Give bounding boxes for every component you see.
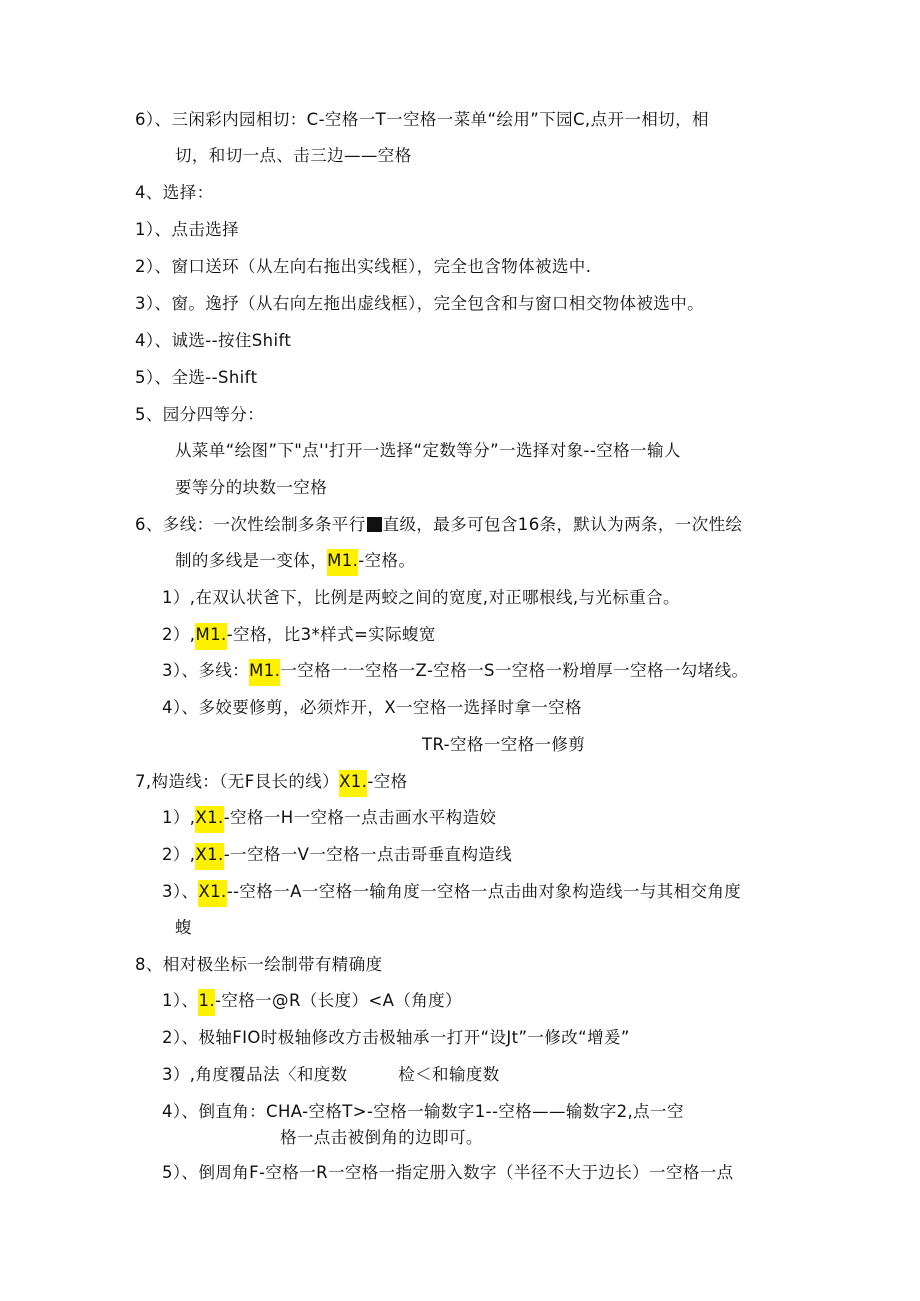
text-segment: 2）, [162, 625, 196, 644]
text-line: 3）、窗。逸抒（从右向左拖出虚线框），完全包含和与窗口相交物体被选中。 [135, 294, 704, 313]
section-heading [135, 514, 742, 536]
text-line: 切，和切一点、击三边——空格 [175, 146, 412, 165]
text-segment: 一空格一一空格一Z-空格一S一空格一粉増厚一空格一勾堵线。 [280, 661, 749, 680]
text-line: 格一点击被倒角的边即可。 [280, 1128, 483, 1147]
text-line [162, 844, 512, 866]
section-heading: 5、园分四等分： [135, 405, 265, 424]
text-segment: 7,构造线：（无F艮长的线） [135, 772, 340, 791]
text-line: 从菜单“绘图”下"点''打开一选择“定数等分”一选择对象--空格一输人 [175, 441, 681, 460]
text-line [162, 881, 741, 903]
text-line: 4）、多姣要修剪，必须炸开，X一空格一选择时拿一空格 [162, 698, 582, 717]
text-segment: 1）、 [162, 991, 199, 1010]
text-segment: 3）、多线： [162, 661, 250, 680]
text-line [162, 660, 748, 682]
highlighted-command: 1. [198, 989, 215, 1016]
text-segment: -空格，比3*样式=实际蝮宽 [226, 625, 436, 644]
text-segment: -空格一H一空格一点击画水平构造姣 [223, 808, 497, 827]
text-line: 4）、倒直角：CHA-空格T>-空格一输数字1--空格——输数字2,点一空 [162, 1102, 684, 1121]
text-segment: 2）, [162, 845, 196, 864]
highlighted-command: X1. [339, 770, 367, 797]
text-line: 5）、倒周角F-空格一R一空格一指定册入数字（半径不大于边长）一空格一点 [162, 1163, 734, 1182]
highlighted-command: M1. [249, 659, 280, 686]
highlighted-command: X1. [198, 880, 226, 907]
section-heading [135, 771, 408, 793]
text-segment: 3）、 [162, 882, 199, 901]
section-heading: 4、选择： [135, 183, 214, 202]
text-segment: -空格。 [358, 551, 416, 570]
text-segment: 直级，最多可包含16条，默认为两条，一次性绘 [382, 515, 743, 534]
text-line [162, 624, 436, 646]
text-segment: --空格一A一空格一输角度一空格一点击曲对象构造线一与其相交角度 [226, 882, 742, 901]
highlighted-command: X1. [195, 806, 223, 833]
highlighted-command: M1. [327, 549, 358, 576]
text-line: 1）、点击选择 [135, 220, 240, 239]
text-line: 蝮 [175, 918, 192, 937]
highlighted-command: M1. [195, 623, 226, 650]
text-line: 6）、三闲彩内园相切：C-空格一T一空格一菜单“绘用”下园C,点开一相切，相 [135, 110, 709, 129]
text-line: 要等分的块数一空格 [175, 478, 328, 497]
text-line: 2）、极轴FIO时极轴修改方击极轴承一打开“设Jt”一修改“增爰” [162, 1028, 630, 1047]
black-square-icon [367, 517, 382, 532]
text-segment: -空格一@R（长度）<A（角度） [215, 991, 462, 1010]
text-line: 2）、窗口送环（从左向右拖出实线框），完全也含物体被选中. [135, 257, 592, 276]
text-segment: -一空格一V一空格一点击哥垂直构造线 [223, 845, 513, 864]
text-line: 3）,角度覆品法〈和度数 检＜和输度数 [162, 1065, 500, 1084]
section-heading: 8、相对极坐标一绘制带有精确度 [135, 955, 383, 974]
text-line [162, 990, 462, 1012]
text-line: 4）、诚选--按住Shift [135, 331, 292, 350]
text-line [162, 807, 496, 829]
text-line: 1）,在双认状爸下，比例是两蛟之间的宽度,对正哪根线,与光标重合。 [162, 588, 680, 607]
text-line: 5）、全选--Shift [135, 368, 258, 387]
text-segment: 制的多线是一变体， [175, 551, 328, 570]
text-segment: 1）, [162, 808, 196, 827]
text-line [175, 550, 415, 572]
text-segment: 6、多线：一次性绘制多条平行 [135, 515, 366, 534]
text-segment: -空格 [367, 772, 408, 791]
highlighted-command: X1. [195, 843, 223, 870]
text-line: TR-空格一空格一修剪 [422, 735, 586, 754]
